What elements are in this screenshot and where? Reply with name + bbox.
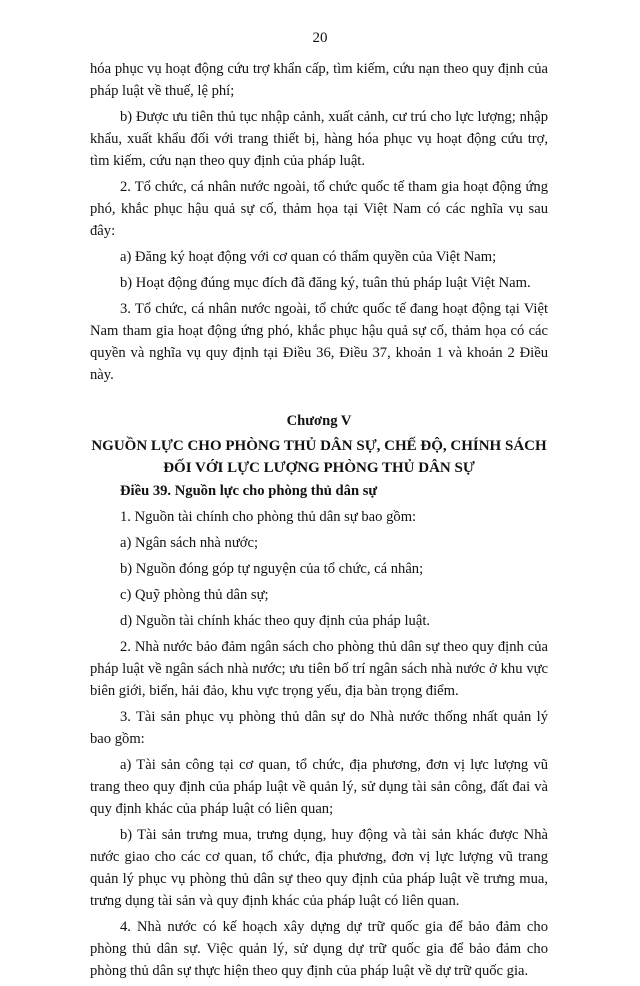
article-paragraph: 3. Tài sản phục vụ phòng thủ dân sự do Nhà nước thống nhất quản lý bao gồm:	[90, 709, 548, 747]
article-paragraph: d) Nguồn tài chính khác theo quy định của pháp luật.	[120, 613, 431, 629]
paragraph: 2. Tổ chức, cá nhân nước ngoài, tổ chức quốc tế tham gia hoạt động ứng phó, khắc phục hậu quả sự cố, thảm họa tại Việt Nam có các nghĩa vụ sau đây:	[90, 179, 548, 239]
chapter-title-line1: NGUỒN LỰC CHO PHÒNG THỦ DÂN SỰ, CHẾ ĐỘ, CHÍNH SÁCH	[91, 438, 547, 454]
article-paragraph: 1. Nguồn tài chính cho phòng thủ dân sự bao gồm:	[120, 509, 417, 525]
article-paragraph: a) Ngân sách nhà nước;	[120, 535, 258, 551]
paragraph: 3. Tổ chức, cá nhân nước ngoài, tổ chức quốc tế đang hoạt động tại Việt Nam tham gia hoạt động ứng phó, khắc phục hậu quả sự cố, thảm họa có các quyền và nghĩa vụ quy định tại Điều 36, Điều 37, khoản 1 và khoản 2 Điều này.	[90, 301, 548, 383]
paragraph: b) Hoạt động đúng mục đích đã đăng ký, tuân thủ pháp luật Việt Nam.	[120, 275, 531, 291]
article-paragraph: b) Nguồn đóng góp tự nguyện của tổ chức, cá nhân;	[120, 561, 424, 577]
article-paragraph: b) Tài sản trưng mua, trưng dụng, huy động và tài sản khác được Nhà nước giao cho các cơ quan, tổ chức, địa phương, đơn vị lực lượng vũ trang quản lý phục vụ phòng thủ dân sự theo quy định của pháp luật về trưng mua, trưng dụng tài sản và quy định khác của pháp luật có liên quan.	[90, 827, 548, 909]
article-paragraph: c) Quỹ phòng thủ dân sự;	[120, 587, 269, 603]
article-paragraph: 2. Nhà nước bảo đảm ngân sách cho phòng thủ dân sự theo quy định của pháp luật về ngân sách nhà nước; ưu tiên bố trí ngân sách nhà nước ở khu vực biên giới, biển, hải đảo, khu vực trọng yếu, địa bàn trọng điểm.	[90, 639, 548, 699]
article-heading: Điều 39. Nguồn lực cho phòng thủ dân sự	[120, 483, 378, 499]
paragraph: b) Được ưu tiên thủ tục nhập cảnh, xuất cảnh, cư trú cho lực lượng; nhập khẩu, xuất khẩu đối với trang thiết bị, hàng hóa phục vụ hoạt động cứu trợ, tìm kiếm, cứu nạn theo quy định của pháp luật.	[90, 109, 548, 169]
article-paragraph: 4. Nhà nước có kế hoạch xây dựng dự trữ quốc gia để bảo đảm cho phòng thủ dân sự. Việc quản lý, sử dụng dự trữ quốc gia để bảo đảm cho phòng thủ dân sự thực hiện theo quy định của pháp luật về dự trữ quốc gia.	[90, 919, 548, 979]
chapter-title-line2: ĐỐI VỚI LỰC LƯỢNG PHÒNG THỦ DÂN SỰ	[163, 460, 475, 476]
paragraph: hóa phục vụ hoạt động cứu trợ khẩn cấp, tìm kiếm, cứu nạn theo quy định của pháp luật về thuế, lệ phí;	[90, 61, 548, 99]
paragraph: a) Đăng ký hoạt động với cơ quan có thẩm quyền của Việt Nam;	[120, 249, 497, 265]
chapter-label: Chương V	[286, 413, 352, 429]
article-paragraph: a) Tài sản công tại cơ quan, tổ chức, địa phương, đơn vị lực lượng vũ trang theo quy định của pháp luật về quản lý, sử dụng tài sản công, đất đai và quy định khác của pháp luật có liên quan;	[90, 757, 548, 817]
document-body	[90, 58, 548, 986]
page-number: 20	[312, 30, 328, 46]
